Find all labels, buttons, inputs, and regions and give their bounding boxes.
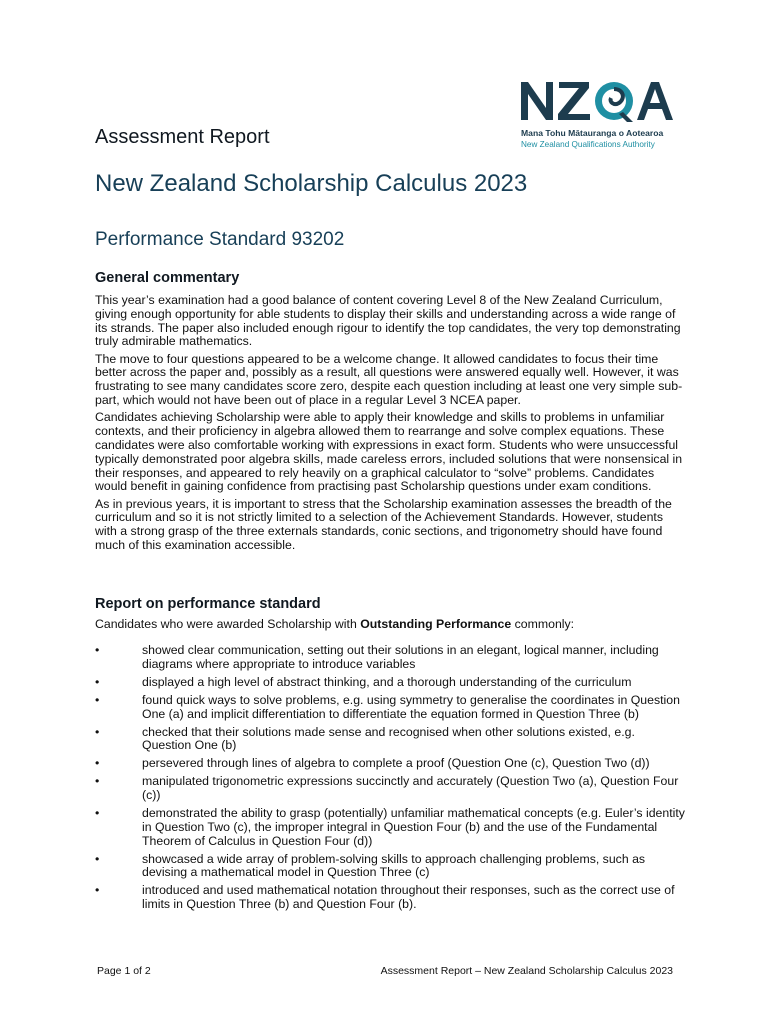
list-item-text: persevered through lines of algebra to complete a proof (Question One (c), Question Two (d)): [142, 756, 650, 771]
bullet-icon: •: [95, 851, 100, 866]
report-intro: [95, 618, 683, 635]
nzqa-logo: [519, 76, 679, 156]
bullet-icon: •: [95, 724, 100, 739]
list-item-text: showed clear communication, setting out their solutions in an elegant, logical manner, including diagrams where appropriate to introduce variables: [142, 643, 659, 671]
bullet-icon: •: [95, 756, 100, 771]
nzqa-wordmark-icon: [519, 76, 679, 124]
intro-text-end: commonly:: [511, 617, 575, 631]
paragraph: Candidates achieving Scholarship were able to apply their knowledge and skills to problems in unfamiliar contexts, and their proficiency in algebra allowed them to rearrange and solve complex equations. These candidates were also comfortable working with expressions in exact form. Students who were unsuccessful typically demonstrated poor algebra skills, made careless errors, included solutions that were nonsensical in their responses, and appeared to rely heavily on a graphical calculator to “solve” problems. Candidates would benefit in gaining confidence from practising past Scholarship questions under exam conditions.: [95, 410, 683, 494]
list-item: [95, 676, 685, 690]
paragraph: The move to four questions appeared to be a welcome change. It allowed candidates to focus their time better across the paper and, possibly as a result, all questions were answered equally well. However, it was frustrating to see many candidates score zero, despite each question including at least one very simple sub-part, which would not have been out of place in a regular Level 3 NCEA paper.: [95, 351, 683, 408]
intro-emphasis: Outstanding Performance: [360, 617, 512, 631]
list-item-text: demonstrated the ability to grasp (potentially) unfamiliar mathematical concepts (e.g. Euler’s identity in Question Two (c), the improper integral in Question Four (b) and the use of the Fundamental Theorem of Calculus in Question Four (d)): [142, 806, 685, 848]
list-item: [95, 884, 685, 912]
paragraph: This year’s examination had a good balance of content covering Level 8 of the New Zealand Curriculum, giving enough opportunity for able students to display their skills and understanding across a wide range of its strands. The paper also included enough rigour to identify the top candidates, the very top demonstrating truly admirable mathematics.: [95, 293, 681, 349]
list-item-text: displayed a high level of abstract thinking, and a thorough understanding of the curriculum: [142, 674, 632, 689]
list-item-text: manipulated trigonometric expressions succinctly and accurately (Question Two (a), Question Four (c)): [142, 774, 679, 803]
report-section-heading: Report on performance standard: [95, 596, 321, 612]
standard-heading: Performance Standard 93202: [95, 229, 345, 250]
page-title: New Zealand Scholarship Calculus 2023: [95, 170, 528, 197]
logo-english-name: New Zealand Qualifications Authority: [521, 140, 655, 149]
logo-maori-name: Mana Tohu Mātauranga o Aotearoa: [521, 128, 664, 138]
bullet-icon: •: [95, 883, 100, 898]
list-item: [95, 807, 685, 848]
bullet-icon: •: [95, 643, 100, 657]
bullet-icon: •: [95, 806, 100, 821]
list-item: [95, 694, 685, 722]
performance-bullet-list: [95, 644, 685, 916]
list-item-text: introduced and used mathematical notation throughout their responses, such as the correct use of limits in Question Three (b) and Question Four (b).: [142, 883, 675, 912]
list-item: [95, 644, 685, 672]
list-item: [95, 726, 685, 754]
footer-document-title: Assessment Report – New Zealand Scholarship Calculus 2023: [380, 965, 673, 977]
general-commentary-heading: General commentary: [95, 270, 240, 286]
bullet-icon: •: [95, 674, 100, 689]
list-item-text: checked that their solutions made sense and recognised when other solutions existed, e.g. Question One (b): [142, 724, 635, 753]
list-item: [95, 853, 685, 881]
report-type-heading: Assessment Report: [95, 126, 270, 148]
list-item: [95, 757, 685, 771]
bullet-icon: •: [95, 692, 100, 707]
list-item: [95, 775, 685, 803]
list-item-text: found quick ways to solve problems, e.g. using symmetry to generalise the coordinates in Question One (a) and implicit differentiation to differentiate the equation formed in Question Three (b): [142, 692, 680, 721]
general-commentary-body: [95, 294, 683, 556]
page-number: Page 1 of 2: [97, 965, 151, 977]
list-item-text: showcased a wide array of problem-solving skills to approach challenging problems, such as devising a mathematical model in Question Three (c): [142, 851, 646, 880]
intro-text: Candidates who were awarded Scholarship with: [95, 617, 361, 631]
paragraph: As in previous years, it is important to stress that the Scholarship examination assesses the breadth of the curriculum and so it is not strictly limited to a selection of the Achievement Standards. However, students with a strong grasp of the three externals standards, conic sections, and trigonometry should have found much of this examination accessible.: [95, 496, 672, 553]
bullet-icon: •: [95, 774, 100, 789]
